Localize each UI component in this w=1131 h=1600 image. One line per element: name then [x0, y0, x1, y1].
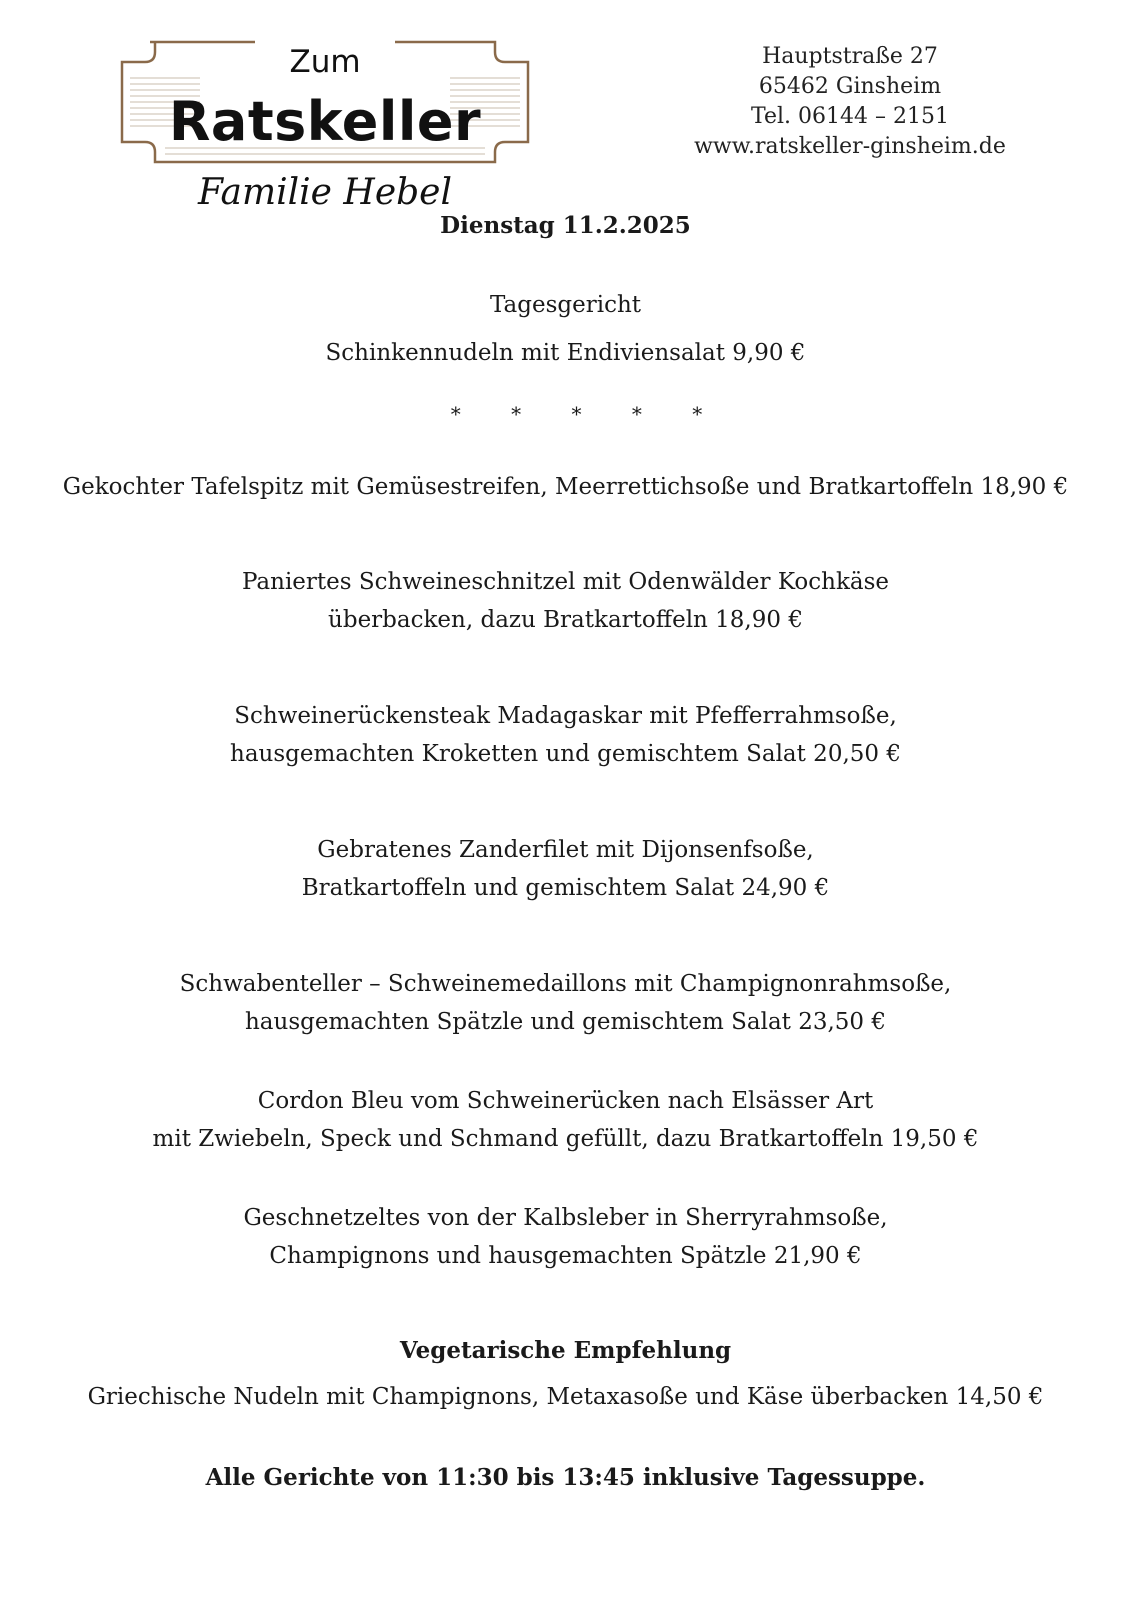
dish-line: Schwabenteller – Schweinemedaillons mit Champignonrahmsoße, [179, 971, 952, 997]
tagesgericht-dish: Schinkennudeln mit Endiviensalat 9,90 € [325, 340, 806, 366]
dish-line: Geschnetzeltes von der Kalbsleber in Sherryrahmsoße, [243, 1205, 888, 1231]
dish-line: Champignons und hausgemachten Spätzle 21,90 € [269, 1243, 862, 1269]
dish-line: Gekochter Tafelspitz mit Gemüsestreifen, Meerrettichsoße und Bratkartoffeln 18,90 € [62, 474, 1069, 500]
dish-item [0, 965, 1131, 1041]
vegetarian-title: Vegetarische Empfehlung [399, 1337, 732, 1364]
separator: * * * * * [450, 402, 725, 426]
menu-date: Dienstag 11.2.2025 [440, 212, 691, 239]
dish-line: Paniertes Schweineschnitzel mit Odenwälder Kochkäse [241, 569, 890, 595]
dish-line: hausgemachten Spätzle und gemischtem Salat 23,50 € [244, 1009, 886, 1035]
dish-item [0, 831, 1131, 907]
logo-name: Ratskeller [168, 90, 482, 153]
logo-family: Familie Hebel [198, 172, 452, 213]
dish-item [0, 697, 1131, 773]
address-website: www.ratskeller-ginsheim.de [694, 134, 1006, 159]
address-city: 65462 Ginsheim [758, 74, 942, 99]
address-block [670, 42, 1030, 162]
dish-line: Gebratenes Zanderfilet mit Dijonsenfsoße, [317, 837, 814, 863]
dish-line: Schweinerückensteak Madagaskar mit Pfefferrahmsoße, [234, 703, 897, 729]
address-phone: Tel. 06144 – 2151 [751, 104, 949, 129]
dish-line: mit Zwiebeln, Speck und Schmand gefüllt, dazu Bratkartoffeln 19,50 € [152, 1126, 979, 1152]
dish-line: Cordon Bleu vom Schweinerücken nach Elsässer Art [257, 1088, 874, 1114]
dish-item [0, 1199, 1131, 1275]
dish-item [0, 468, 1131, 506]
dish-line: überbacken, dazu Bratkartoffeln 18,90 € [328, 607, 803, 633]
dish-line: hausgemachten Kroketten und gemischtem Salat 20,50 € [230, 741, 901, 767]
dish-line: Bratkartoffeln und gemischtem Salat 24,90 € [301, 875, 830, 901]
footer-note: Alle Gerichte von 11:30 bis 13:45 inklusive Tagessuppe. [205, 1464, 926, 1491]
vegetarian-dish: Griechische Nudeln mit Champignons, Metaxasoße und Käse überbacken 14,50 € [87, 1384, 1044, 1410]
restaurant-logo [110, 22, 540, 212]
dish-item [0, 563, 1131, 639]
tagesgericht-title: Tagesgericht [489, 292, 642, 318]
logo-zum: Zum [289, 44, 361, 80]
dish-item [0, 1082, 1131, 1158]
address-street: Hauptstraße 27 [762, 44, 938, 69]
